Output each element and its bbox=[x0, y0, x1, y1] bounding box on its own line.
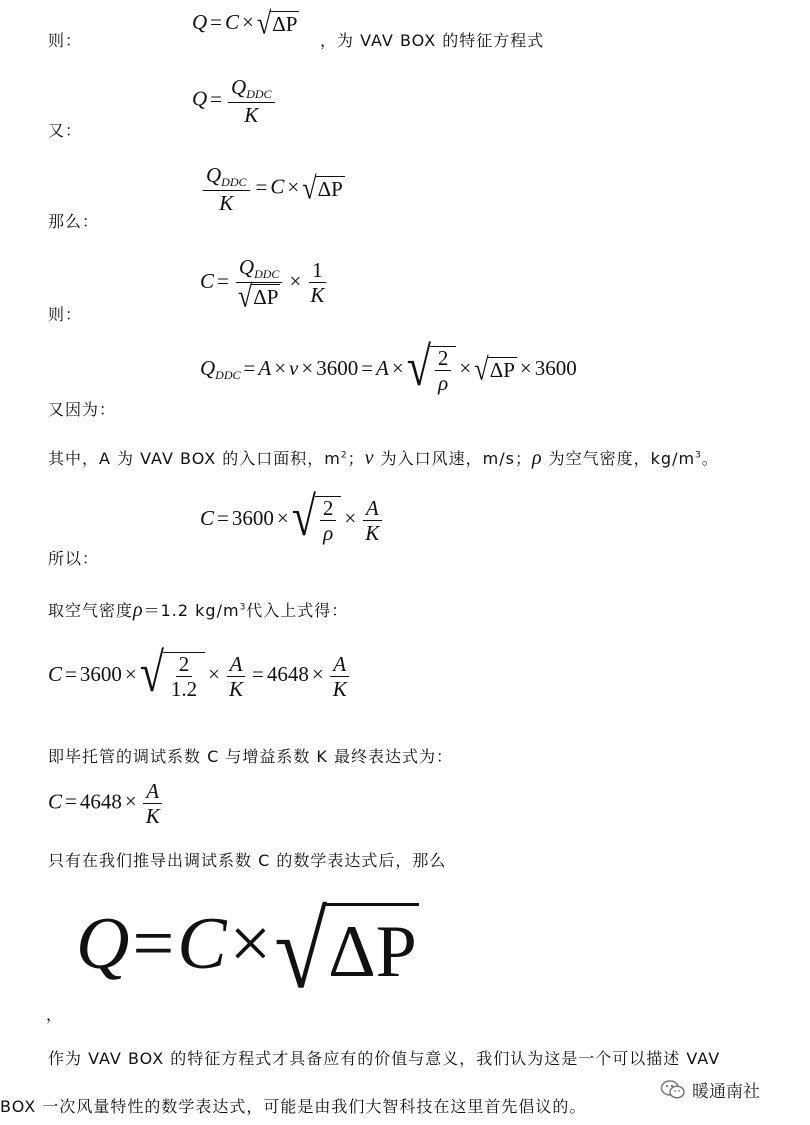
label-because: 又因为： bbox=[48, 400, 117, 419]
label-ze-1: 则： bbox=[48, 31, 83, 50]
label-name-me: 那么： bbox=[48, 212, 100, 231]
equation-q-ddc: Q = $\frac{Q_{DDC}}{K}$ bbox=[192, 76, 278, 126]
equation-c-general: C = 3600 × √ $\frac{2}{\rho}$ × $\frac{A}{K}$ bbox=[200, 496, 385, 544]
equation-c-numeric: C = 3600 × √ $\frac{2}{1.2}$ × $\frac{A}{K}$ = 4648 × $\frac{A}{K}$ bbox=[48, 652, 353, 700]
final-expression-intro: 即毕托管的调试系数 C 与增益系数 K 最终表达式为： bbox=[48, 747, 454, 766]
equation-characteristic-large: Q=C× √ ΔP bbox=[76, 890, 417, 1011]
big-equation-comma: ， bbox=[46, 1005, 64, 1024]
variable-definitions: 其中，A 为 VAV BOX 的入口面积，$m^2$；v 为入口风速，m/s；ρ 为空气密度，$kg/m^3$。 bbox=[48, 447, 719, 469]
equation-c-solve: C = $Q_{DDC}$ √ ΔP × $\frac{1}{K}$ bbox=[200, 255, 325, 314]
watermark-label: 暖通南社 bbox=[692, 1082, 760, 1102]
label-ze-2: 则： bbox=[48, 305, 83, 324]
equation-q-ddc-expanded: $Q_{DDC} = A \times v \times 3600 = A$ × √ $\frac{2}{\rho}$ × √ ΔP × 3600 bbox=[200, 336, 577, 398]
watermark bbox=[660, 1077, 760, 1102]
equation-c-final: C = 4648 × $\frac{A}{K}$ bbox=[48, 780, 166, 827]
characteristic-note: ，为 VAV BOX 的特征方程式 bbox=[320, 31, 545, 50]
wechat-icon bbox=[660, 1079, 686, 1101]
label-you: 又： bbox=[48, 121, 83, 140]
paragraph-line-2: BOX 一次风量特性的数学表达式，可能是由我们大智科技在这里首先倡议的。 bbox=[0, 1097, 587, 1116]
equation-characteristic: Q = C × √ ΔP bbox=[192, 6, 298, 41]
derivation-note: 只有在我们推导出调试系数 C 的数学表达式后，那么 bbox=[48, 851, 447, 870]
density-substitution: 取空气密度ρ＝1.2 $kg/m^3$代入上式得： bbox=[48, 599, 349, 621]
label-therefore: 所以： bbox=[48, 549, 100, 568]
equation-combined: $\frac{Q_{DDC}}{K}$ = C × √ ΔP bbox=[200, 164, 345, 214]
paragraph-line-1: 作为 VAV BOX 的特征方程式才具备应有的价值与意义，我们认为这是一个可以描述 VAV bbox=[48, 1049, 721, 1068]
